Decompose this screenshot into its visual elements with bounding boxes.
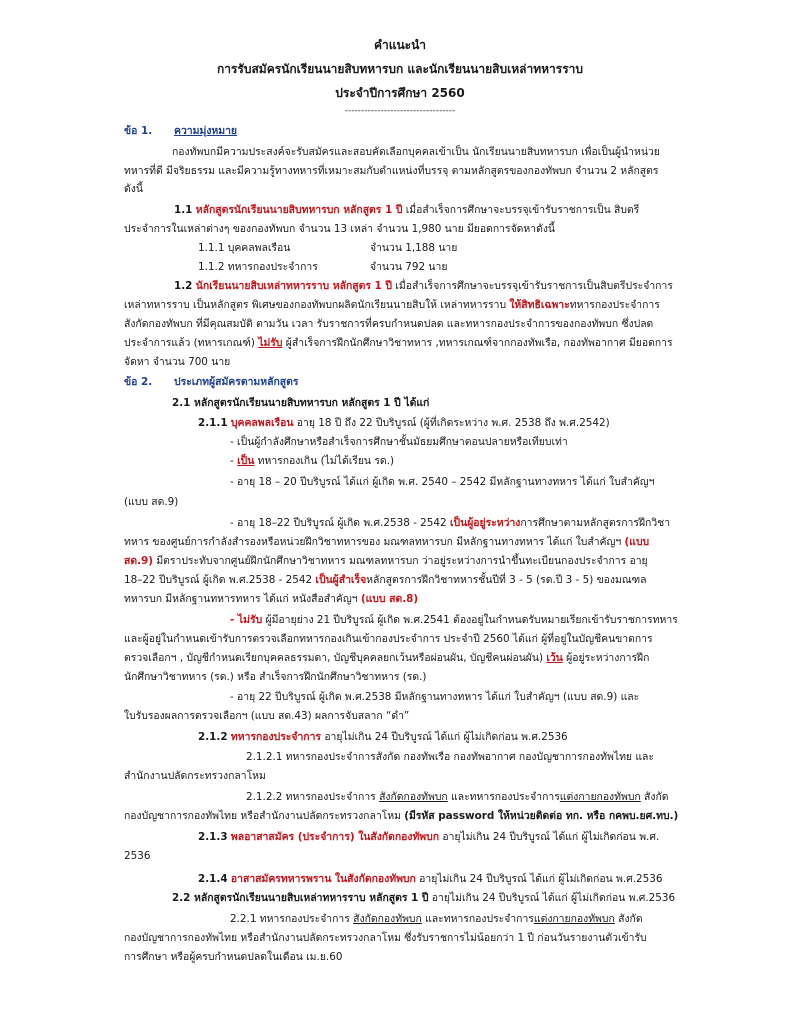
bullet-line xyxy=(124,573,646,587)
clause-2-2 xyxy=(172,891,675,905)
bullet-line xyxy=(124,554,648,568)
clause-text: อายุไม่เกิน 24 ปีบริบูรณ์ ได้แก่ ผู้ไม่เกิดก่อน พ.ศ.2536 xyxy=(415,873,663,885)
clause-text: อายุไม่เกิน 24 ปีบริบูรณ์ ได้แก่ ผู้ไม่เกิดก่อน พ.ศ.2536 xyxy=(428,892,676,904)
clause-heading: นักเรียนนายสิบเหล่าทหารราบ หลักสูตร 1 ปี xyxy=(195,280,392,292)
bullet-line: นักศึกษาวิชาทหาร (รด.) หรือ สำเร็จการฝึกนักศึกษาวิชาทหาร (รด.) xyxy=(124,671,427,683)
bullet-line: (แบบ สด.9) xyxy=(124,496,179,508)
clause-2-1-1 xyxy=(198,416,610,430)
highlight-text: เป็นผู้สำเร็จ xyxy=(315,574,367,586)
text-span: ทหารกองประจำการ xyxy=(569,299,660,311)
highlight-text: เป็น xyxy=(237,455,255,467)
clause-number: 2.1.2 xyxy=(198,731,228,743)
highlight-text: ให้สิทธิเฉพาะ xyxy=(509,299,570,311)
clause-number: 1.1 xyxy=(174,204,193,216)
text-span: เหล่าทหารราบ เป็นหลักสูตร พิเศษของกองทัพบกผลิตนักเรียนนายสิบให้ เหล่าทหารราบ xyxy=(124,299,510,311)
text-span: สังกัด xyxy=(614,913,643,925)
bullet-line xyxy=(230,613,678,627)
bullet-line: - อายุ 22 ปีบริบูรณ์ ผู้เกิด พ.ศ.2538 มีหลักฐานทางทหาร ได้แก่ ใบสำคัญฯ (แบบ สด.9) และ xyxy=(230,691,640,703)
bullet-line xyxy=(230,454,394,468)
clause-heading: 2.2 หลักสูตรนักเรียนนายสิบเหล่าทหารราบ หลักสูตร 1 ปี xyxy=(172,892,429,904)
bullet-line xyxy=(124,592,418,606)
clause-heading: หลักสูตรนักเรียนนายสิบทหารบก หลักสูตร 1 ปี xyxy=(195,204,403,216)
text-span: ทหารกองเกิน (ไม่ได้เรียน รด.) xyxy=(254,455,395,467)
bullet-line: - เป็นผู้กำลังศึกษาหรือสำเร็จการศึกษาชั้นมัธยมศึกษาตอนปลายหรือเทียบเท่า xyxy=(230,436,568,448)
doc-title: คำแนะนำ xyxy=(373,38,427,52)
clause-text: อายุ 18 ปี ถึง 22 ปีบริบูรณ์ (ผู้ที่เกิดระหว่าง พ.ศ. 2538 ถึง พ.ศ.2542) xyxy=(293,417,610,429)
text-span: ประจำการแล้ว (ทหารเกณฑ์) xyxy=(124,337,259,349)
highlight-text: สด.9) xyxy=(124,555,154,567)
clause-2-2-1 xyxy=(230,912,643,926)
clause-number: 1.2 xyxy=(174,280,193,292)
underlined-text: สังกัดกองทัพบก xyxy=(353,913,422,925)
item-1-1-1-value: จำนวน 1,188 นาย xyxy=(370,242,458,254)
clause-1-2-line: สังกัดกองทัพบก ที่มีคุณสมบัติ ตามวัน เวลา รับราชการที่ครบกำหนดปลด และทหารกองประจำการของกองทัพบก ซึ่งปลด xyxy=(124,318,654,330)
highlight-text: - ไม่รับ xyxy=(230,614,263,626)
text-span: และทหารกองประจำการ xyxy=(421,913,534,925)
clause-heading: พลอาสาสมัคร (ประจำการ) ในสังกัดกองทัพบก xyxy=(230,831,440,843)
clause-number: 2.1.4 xyxy=(198,873,228,885)
clause-number: 2.1.3 xyxy=(198,831,228,843)
text-span: - อายุ 18–22 ปีบริบูรณ์ ผู้เกิด พ.ศ.2538 - 2542 xyxy=(230,517,450,529)
clause-1-2-line: จัดหา จำนวน 700 นาย xyxy=(124,356,231,368)
text-span: กองบัญชาการกองทัพไทย หรือสำนักงานปลัดกระทรวงกลาโหม xyxy=(124,810,405,822)
clause-text: อายุไม่เกิน 24 ปีบริบูรณ์ ได้แก่ ผู้ไม่เกิดก่อน พ.ศ.2536 xyxy=(321,731,568,743)
section-2-title: ประเภทผู้สมัครตามหลักสูตร xyxy=(174,376,299,388)
item-1-1-1-label: 1.1.1 บุคคลพลเรือน xyxy=(198,242,291,254)
text-span: มีตราประทับจากศูนย์ฝึกนักศึกษาวิชาทหาร มณฑลทหารบก ว่าอยู่ระหว่างการนำขึ้นทะเบียนกองประจำการ อายุ xyxy=(153,555,648,567)
clause-2-1-3 xyxy=(198,830,659,844)
s1-paragraph-line: กองทัพบกมีความประสงค์จะรับสมัครและสอบคัดเลือกบุคคลเข้าเป็น นักเรียนนายสิบทหารบก เพื่อเป็นผู้นำหน่วย xyxy=(172,146,660,158)
underlined-text: แต่งกายกองทัพบก xyxy=(559,791,641,803)
bullet-line: ใบรับรองผลการตรวจเลือกฯ (แบบ สด.43) ผลการจับสลาก “ดำ” xyxy=(124,710,410,722)
bullet-line: - อายุ 18 – 20 ปีบริบูรณ์ ได้แก่ ผู้เกิด พ.ศ. 2540 – 2542 มีหลักฐานทางทหาร ได้แก่ ใบสำคัญฯ xyxy=(230,476,655,488)
highlight-text: เว้น xyxy=(546,652,563,664)
highlight-text: (แบบ สด.8) xyxy=(360,593,419,605)
clause-2-1-2-2-line xyxy=(124,809,678,823)
clause-2-1-2 xyxy=(198,730,568,744)
text-span: ตรวจเลือกฯ , บัญชีกำหนดเรียกบุคคลธรรมดา, บัญชีบุคคลยกเว้นหรือผ่อนผัน, บัญชีคนผ่อนผัน) xyxy=(124,652,547,664)
text-span: ผู้อยู่ระหว่างการฝึก xyxy=(562,652,650,664)
text-span: 2.1.2.2 ทหารกองประจำการ xyxy=(246,791,380,803)
text-span: 2.2.1 ทหารกองประจำการ xyxy=(230,913,354,925)
clause-2-2-1-line: กองบัญชาการกองทัพไทย หรือสำนักงานปลัดกระทรวงกลาโหม ซึ่งรับราชการไม่น้อยกว่า 1 ปี ก่อนวันรายงานตัวเข้ารับ xyxy=(124,932,647,944)
text-span: สังกัด xyxy=(640,791,669,803)
highlight-text: เป็นผู้อยู่ระหว่าง xyxy=(449,517,521,529)
clause-1-2-line xyxy=(124,298,660,312)
bold-text: (มีรหัส password ให้หน่วยติดต่อ ทก. หรือ กคพบ.ยศ.ทบ.) xyxy=(404,810,679,822)
bullet-line xyxy=(124,535,649,549)
highlight-text: (แบบ xyxy=(624,536,650,548)
header-separator: ---------------------------------- xyxy=(344,106,456,116)
item-1-1-2-label: 1.1.2 ทหารกองประจำการ xyxy=(198,261,318,273)
section-1-number: ข้อ 1. xyxy=(124,125,153,137)
text-span: ทหาร ของศูนย์การกำลังสำรองหรือหน่วยฝึกวิชาทหารของ มณฑลทหารบก มีหลักฐานทางทหาร ได้แก่ ใบสำคัญฯ xyxy=(124,536,625,548)
clause-text: อายุไม่เกิน 24 ปีบริบูรณ์ ได้แก่ ผู้ไม่เกิดก่อน พ.ศ. xyxy=(439,831,660,843)
clause-number: 2.1.1 xyxy=(198,417,228,429)
text-span: - xyxy=(230,455,238,467)
text-span: ทหารบก มีหลักฐานทหารทหาร ได้แก่ หนังสือสำคัญฯ xyxy=(124,593,361,605)
text-span: การศึกษาตามหลักสูตรการฝึกวิชา xyxy=(520,517,671,529)
bullet-line: และผู้อยู่ในกำหนดเข้ารับการตรวจเลือกทหารกองเกินเข้ากองประจำการ ประจำปี 2560 ได้แก่ ผู้ที่อยู่ในบัญชีคนขาดการ xyxy=(124,633,653,645)
doc-subtitle: การรับสมัครนักเรียนนายสิบทหารบก และนักเรียนนายสิบเหล่าทหารราบ xyxy=(216,62,584,76)
highlight-text: ไม่รับ xyxy=(258,337,283,349)
s1-paragraph-line: ดังนี้ xyxy=(124,183,143,195)
underlined-text: สังกัดกองทัพบก xyxy=(379,791,448,803)
clause-heading: อาสาสมัครทหารพราน ในสังกัดกองทัพบก xyxy=(230,873,416,885)
clause-2-1: 2.1 หลักสูตรนักเรียนนายสิบทหารบก หลักสูตร 1 ปี ได้แก่ xyxy=(172,397,430,409)
section-2-number: ข้อ 2. xyxy=(124,376,153,388)
text-span: ผู้สำเร็จการฝึกนักศึกษาวิชาทหาร ,ทหารเกณฑ์จากกองทัพเรือ, กองทัพอากาศ มียอดการ xyxy=(282,337,673,349)
text-span: ผู้มีอายุย่าง 21 ปีบริบูรณ์ ผู้เกิด พ.ศ.2541 ต้องอยู่ในกำหนดรับหมายเรียกเข้ารับราชการทหาร xyxy=(262,614,678,626)
clause-2-1-4 xyxy=(198,872,662,886)
clause-heading: บุคคลพลเรือน xyxy=(230,417,294,429)
text-span: หลักสูตรการฝึกวิชาทหารชั้นปีที่ 3 - 5 (รด.ปี 3 - 5) ของมณฑล xyxy=(366,574,647,586)
clause-heading: ทหารกองประจำการ xyxy=(230,731,322,743)
underlined-text: แต่งกายกองทัพบก xyxy=(533,913,615,925)
clause-1-2-line xyxy=(124,336,673,350)
s1-paragraph-line: ทหารที่ดี มีจริยธรรม และมีความรู้ทางทหารที่เหมาะสมกับตำแหน่งที่บรรจุ ตามหลักสูตรของกองทัพบก จำนวน 2 หลักสูตร xyxy=(124,165,659,177)
clause-1-2 xyxy=(174,279,673,293)
clause-2-1-2-1: 2.1.2.1 ทหารกองประจำการสังกัด กองทัพเรือ กองทัพอากาศ กองบัญชาการกองทัพไทย และ xyxy=(246,751,654,763)
clause-text: เมื่อสำเร็จการศึกษาจะบรรจุเข้ารับราชการเป็นสิบตรีประจำการ xyxy=(392,280,673,292)
text-span: 18–22 ปีบริบูรณ์ ผู้เกิด พ.ศ.2538 - 2542 xyxy=(124,574,316,586)
clause-2-1-2-1-line: สำนักงานปลัดกระทรวงกลาโหม xyxy=(124,770,266,782)
clause-2-1-2-2 xyxy=(246,790,669,804)
clause-2-2-1-line: การศึกษา หรือผู้ครบกำหนดปลดในเดือน เม.ย.60 xyxy=(124,951,343,963)
clause-2-1-3-line: 2536 xyxy=(124,850,151,862)
text-span: และทหารกองประจำการ xyxy=(447,791,560,803)
clause-1-1-line: ประจำการในเหล่าต่างๆ ของกองทัพบก จำนวน 13 เหล่า จำนวน 1,980 นาย มียอดการจัดหาดังนี้ xyxy=(124,223,556,235)
bullet-line xyxy=(230,516,670,530)
section-1-title: ความมุ่งหมาย xyxy=(174,125,238,137)
clause-text: เมื่อสำเร็จการศึกษาจะบรรจุเข้ารับราชการเป็น สิบตรี xyxy=(402,204,640,216)
doc-year: ประจำปีการศึกษา 2560 xyxy=(335,86,465,100)
bullet-line xyxy=(124,651,649,665)
item-1-1-2-value: จำนวน 792 นาย xyxy=(370,261,448,273)
clause-1-1 xyxy=(174,203,639,217)
